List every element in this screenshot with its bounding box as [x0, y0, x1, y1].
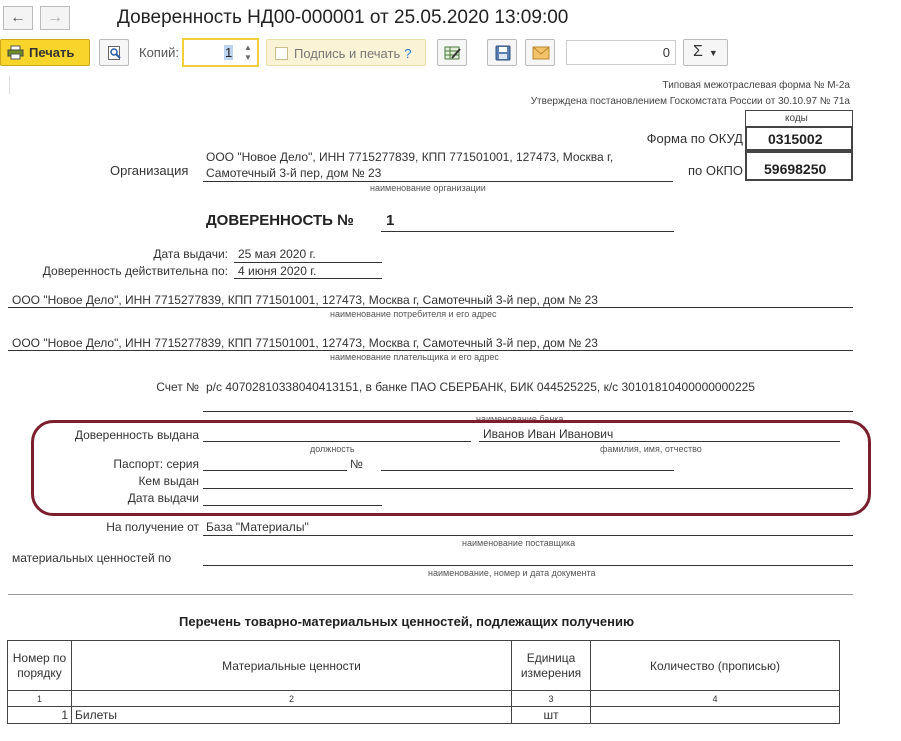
- receive-from-label: На получение от: [106, 520, 199, 534]
- account-underline: [203, 411, 853, 412]
- sigma-icon: Σ: [693, 43, 703, 60]
- items-table: [7, 640, 840, 724]
- col-number: 1: [8, 691, 72, 707]
- issue-date-value: 25 мая 2020 г.: [238, 247, 316, 261]
- organization-underline: [203, 181, 673, 182]
- chevron-down-icon: ▼: [708, 48, 718, 58]
- person-name: Иванов Иван Иванович: [483, 427, 614, 441]
- passport-series-label: Паспорт: серия: [113, 457, 199, 471]
- row-name: Билеты: [72, 707, 512, 724]
- print-button[interactable]: [0, 39, 90, 66]
- issue-date-underline: [234, 262, 382, 263]
- person-name-underline: [479, 441, 840, 442]
- header-values: Материальные ценности: [72, 641, 512, 691]
- document-caption: наименование, номер и дата документа: [428, 568, 596, 578]
- document-title: ДОВЕРЕННОСТЬ №: [206, 212, 354, 229]
- sum-field[interactable]: 0: [566, 40, 676, 65]
- codes-label: коды: [785, 113, 808, 124]
- document-number-underline: [381, 231, 674, 232]
- issued-to-label: Доверенность выдана: [74, 428, 199, 442]
- issued-by-underline: [203, 488, 853, 489]
- window-title: Доверенность НД00-000001 от 25.05.2020 13:09:00: [117, 7, 569, 28]
- spin-down-icon[interactable]: ▼: [244, 53, 252, 62]
- codes-header-cell: [745, 110, 853, 127]
- form-approval-note: Утверждена постановлением Госкомстата России от 30.10.97 № 71а: [530, 96, 850, 107]
- position-caption: должность: [310, 444, 355, 454]
- okpo-code: 59698250: [764, 161, 827, 177]
- sign-and-print-label: Подпись и печать: [294, 46, 401, 61]
- passport-number-label: №: [350, 457, 363, 471]
- sheet-corner: [0, 76, 10, 94]
- save-button[interactable]: [487, 39, 517, 66]
- col-number: 2: [72, 691, 512, 707]
- consumer-caption: наименование потребителя и его адрес: [330, 309, 497, 319]
- valid-until-underline: [234, 278, 382, 279]
- header-unit: Единица измерения: [512, 641, 591, 691]
- copies-label: Копий:: [139, 45, 179, 60]
- organization-line-1: ООО "Новое Дело", ИНН 7715277839, КПП 771501001, 127473, Москва г,: [206, 150, 614, 164]
- help-icon[interactable]: ?: [404, 46, 412, 61]
- okud-label: Форма по ОКУД: [646, 131, 743, 146]
- valid-until-value: 4 июня 2020 г.: [238, 264, 317, 278]
- sign-and-print-toggle[interactable]: [266, 39, 426, 66]
- issue-date-label: Дата выдачи:: [153, 247, 228, 261]
- values-by-label: материальных ценностей по: [12, 551, 172, 565]
- valid-until-label: Доверенность действительна по:: [42, 264, 228, 278]
- table-header-row: [8, 641, 840, 691]
- okud-code-cell: [745, 126, 853, 151]
- payer-underline: [8, 350, 853, 351]
- table-edit-icon: [444, 45, 462, 61]
- sum-menu-button[interactable]: [683, 39, 728, 66]
- arrow-left-icon: ←: [10, 9, 26, 26]
- floppy-disk-icon: [495, 45, 511, 61]
- account-label: Счет №: [156, 380, 199, 394]
- envelope-icon: [532, 46, 550, 60]
- account-value: р/с 40702810338040413151, в банке ПАО СБЕРБАНК, БИК 044525225, к/с 30101810400000000225: [206, 380, 755, 394]
- col-number: 4: [591, 691, 840, 707]
- copies-value: 1: [225, 45, 233, 60]
- row-num: 1: [8, 707, 72, 724]
- fio-caption: фамилия, имя, отчество: [600, 444, 702, 454]
- supplier-value: База "Материалы": [206, 520, 309, 534]
- okud-code: 0315002: [768, 131, 823, 147]
- spin-up-icon[interactable]: ▲: [244, 43, 252, 52]
- document-underline: [203, 565, 853, 566]
- organization-caption: наименование организации: [370, 183, 486, 193]
- copies-input[interactable]: [182, 38, 259, 67]
- table-row: [8, 707, 840, 724]
- issued-by-label: Кем выдан: [138, 474, 199, 488]
- header-num: Номер по порядку: [8, 641, 72, 691]
- position-underline: [203, 441, 471, 442]
- bank-caption: наименование банка: [476, 414, 564, 424]
- header-qty: Количество (прописью): [591, 641, 840, 691]
- send-email-button[interactable]: [525, 39, 555, 66]
- arrow-right-icon: →: [47, 9, 63, 26]
- passport-number-underline: [381, 470, 674, 471]
- printer-icon: [7, 45, 24, 60]
- consumer-underline: [8, 307, 853, 308]
- forward-button[interactable]: [40, 6, 70, 30]
- page-search-icon: [107, 45, 123, 61]
- preview-button[interactable]: [99, 39, 129, 66]
- row-unit: шт: [512, 707, 591, 724]
- row-qty: [591, 707, 840, 724]
- passport-date-label: Дата выдачи: [127, 491, 199, 505]
- copies-spinner[interactable]: [241, 43, 255, 63]
- col-number: 3: [512, 691, 591, 707]
- column-numbers-row: [8, 691, 840, 707]
- document-number: 1: [386, 212, 395, 229]
- passport-series-underline: [203, 470, 347, 471]
- back-button[interactable]: [3, 6, 33, 30]
- print-button-label: Печать: [29, 45, 75, 60]
- okpo-code-cell: [745, 151, 853, 181]
- list-title: Перечень товарно-материальных ценностей, подлежащих получению: [179, 614, 635, 629]
- edit-mode-button[interactable]: [437, 39, 467, 66]
- sign-and-print-checkbox[interactable]: [275, 47, 288, 60]
- payer-caption: наименование плательщика и его адрес: [330, 352, 499, 362]
- organization-label: Организация: [110, 163, 189, 178]
- section-divider: [8, 594, 853, 595]
- consumer-value: ООО "Новое Дело", ИНН 7715277839, КПП 771501001, 127473, Москва г, Самотечный 3-й пер, дом № 23: [12, 293, 598, 307]
- supplier-caption: наименование поставщика: [462, 538, 576, 548]
- form-type-note: Типовая межотраслевая форма № М-2а: [662, 80, 850, 91]
- supplier-underline: [203, 535, 853, 536]
- okpo-label: по ОКПО: [687, 163, 743, 178]
- payer-value: ООО "Новое Дело", ИНН 7715277839, КПП 771501001, 127473, Москва г, Самотечный 3-й пер, дом № 23: [12, 336, 598, 350]
- organization-line-2: Самотечный 3-й пер, дом № 23: [206, 166, 382, 180]
- passport-date-underline: [203, 505, 382, 506]
